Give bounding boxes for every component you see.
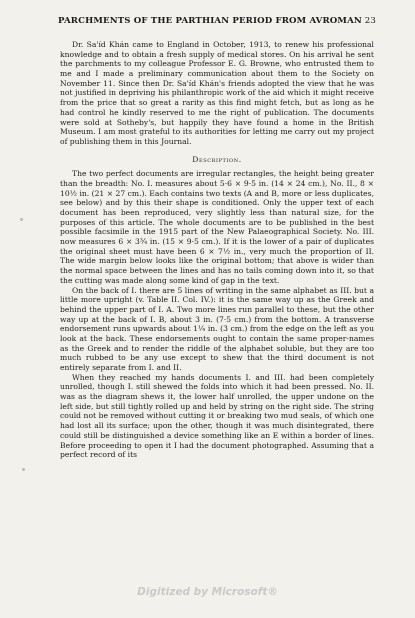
digitization-watermark: Digitized by Microsoft®: [137, 586, 278, 598]
paragraph-2: The two perfect documents are irregular rectangles, the height being greater than the breadth: No. I. measures about 5·6 × 9·5 in. (14 × 24 cm.), No. II., 8 × 10½ in. (21 × 27 cm.). Each contains two texts (A and B, more or less duplicates, see below) and by this their shape is conditioned. Only the upper text of each document has been reproduced, very slightly less than natural size, for the purposes of this article. The whole documents are to be published in the best possible facsimile in the 1915 part of the New Palaeographical Society. No. III. now measures 6 × 3¾ in. (15 × 9·5 cm.). If it is the lower of a pair of duplicates the original sheet must have been 6 × 7½ in., very much the proportion of II. The wide margin below looks like the original bottom; that above is wider than the normal space between the lines and has no tails coming down into it, so that the cutting was made along some kind of gap in the text.: [60, 169, 374, 285]
paragraph-1: Dr. Sa'íd Khán came to England in October, 1913, to renew his professional knowledge and to obtain a fresh supply of medical stores. On his arrival he sent the parchments to my colleague Professor E. G. Browne, who entrusted them to me and I made a preliminary communication about them to the Society on November 11. Since then Dr. Sa'íd Khán's friends adopted the view that he was not justified in depriving his philanthropic work of the aid which it might receive from the price that so great a rarity as this find might fetch, but as long as he had control he kindly reserved to me the right of publication. The documents were sold at Sotheby's, but happily they have found a home in the British Museum. I am most grateful to its authorities for letting me carry out my project of publishing them in this Journal.: [60, 40, 374, 146]
section-heading: Description.: [192, 154, 242, 164]
paragraph-3: On the back of I. there are 5 lines of writing in the same alphabet as III. but a little more upright (v. Table II. Col. IV.): it is the same way up as the Greek and behind the upper part of I. A. Two more lines run parallel to these, but the other way up at the back of I. B, about 3 in. (7·5 cm.) from the bottom. A transverse endorsement runs upwards about 1¼ in. (3 cm.) from the edge on the left as you look at the back. These endorsements ought to contain the same proper-names as the Greek and to render the riddle of the alphabet soluble, but they are too much rubbed to be any use except to shew that the third document is not entirely separate from I. and II.: [60, 285, 374, 372]
body-text: [60, 40, 374, 460]
paragraph-4: When they reached my hands documents I. and III. had been completely unrolled, though I. still shewed the folds into which it had been pressed. No. II. was as the diagram shews it, the lower half unrolled, the upper undone on the left side, but still tightly rolled up and held by string on the right side. The string could not be removed without cutting it or breaking two mud seals, of which one had lost all its surface; upon the other, though it was much disintegrated, there could still be distinguished a device something like an E within a border of lines. Before proceeding to open it I had the document photographed. Assuming that a perfect record of its: [60, 372, 374, 460]
page-number: 23: [364, 16, 376, 26]
margin-speck: [20, 218, 23, 221]
page-header: [58, 16, 376, 26]
running-title: PARCHMENTS OF THE PARTHIAN PERIOD FROM AVROMAN: [58, 16, 362, 26]
margin-speck: [22, 468, 25, 471]
